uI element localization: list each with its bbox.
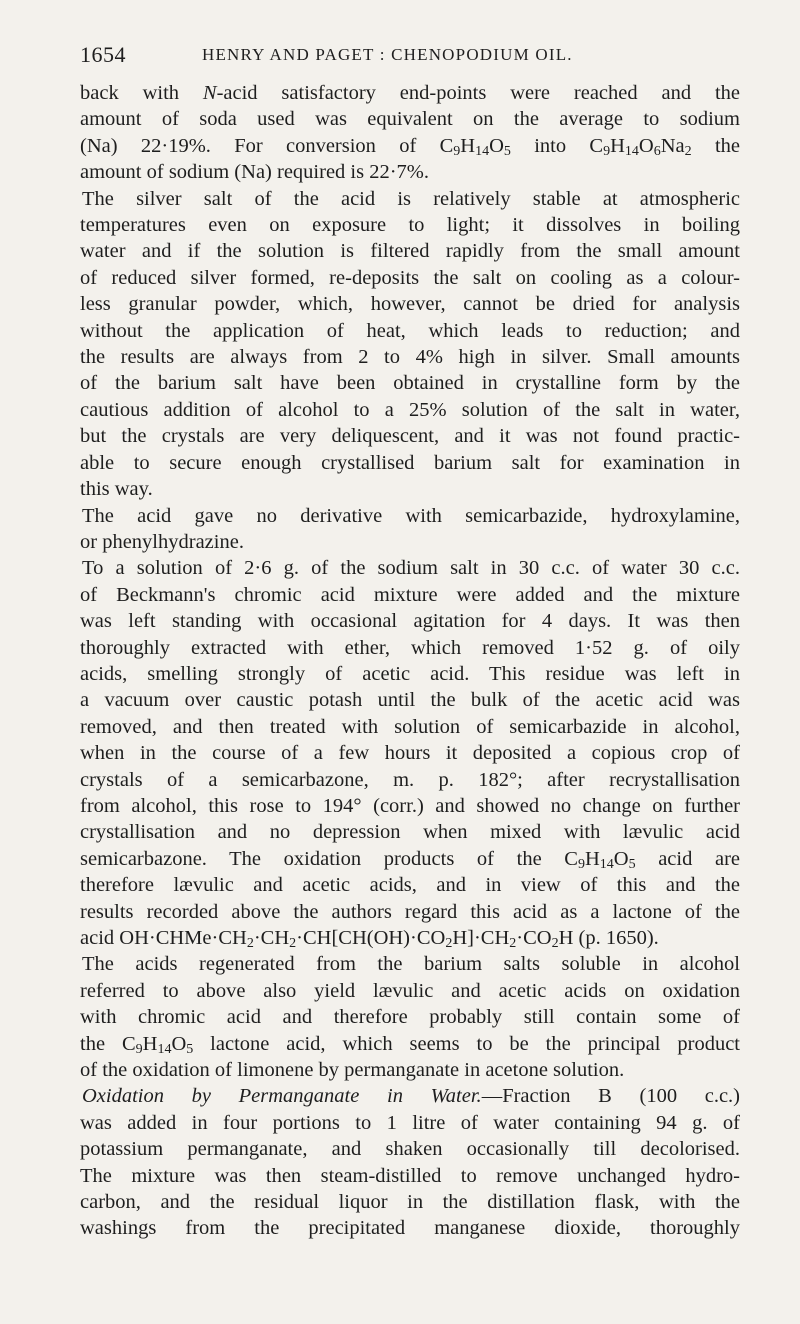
text-line: washings from the precipitated manganese dioxide, thoroughly [80,1217,740,1240]
text-line: referred to above also yield lævulic and acetic acids on oxidation [80,979,740,1002]
text-line: potassium permanganate, and shaken occasionally till decolorised. [80,1138,740,1161]
text-line: of the barium salt have been obtained in crystalline form by the [80,372,740,395]
text-line: therefore lævulic and acetic acids, and in view of this and the [80,874,740,897]
running-title: HENRY AND PAGET : CHENOPODIUM OIL. [202,45,573,64]
text-line: a vacuum over caustic potash until the bulk of the acetic acid was [80,689,740,712]
text-line: results recorded above the authors regard this acid as a lactone of the [80,900,740,923]
text-line: able to secure enough crystallised barium salt for examination in [80,451,740,474]
text-line: less granular powder, which, however, cannot be dried for analysis [80,293,740,316]
text-line: temperatures even on exposure to light; it dissolves in boiling [80,214,740,237]
text-line: of reduced silver formed, re-deposits the salt on cooling as a colour- [80,266,740,289]
text-line: water and if the solution is filtered rapidly from the small amount [80,240,740,263]
text-line: but the crystals are very deliquescent, and it was not found practic- [80,425,740,448]
text-line: (Na) 22·19%. For conversion of $C_9H_{14}O_5$ into $C_9H_{14}O_6Na_2$ the [80,134,740,159]
text-line: The silver salt of the acid is relatively stable at atmospheric [82,187,740,210]
text-line: this way. [80,478,153,501]
text-line: amount of sodium (Na) required is 22·7%. [80,161,429,184]
text-line: acid $OH\cdot CHMe\cdot CH_2\cdot CH_2\cdot CH[CH(OH)\cdot CO_2H]\cdot CH_2\cdot CO_2H$ (p. 1650). [80,927,659,951]
text-line: amount of soda used was equivalent on the average to sodium [80,108,740,131]
text-line: cautious addition of alcohol to a 25% solution of the salt in water, [80,398,740,421]
page-number: 1654 [80,42,126,67]
text-line: crystallisation and no depression when mixed with lævulic acid [80,821,740,844]
text-line: crystals of a semicarbazone, m. p. 182°; after recrystallisation [80,768,740,791]
text-line: the results are always from 2 to 4% high in silver. Small amounts [80,346,740,369]
text-line: or phenylhydrazine. [80,530,244,553]
text-line: was added in four portions to 1 litre of water containing 94 g. of [80,1111,740,1134]
text-line: acids, smelling strongly of acetic acid. This residue was left in [80,662,740,685]
text-line: To a solution of 2·6 g. of the sodium salt in 30 c.c. of water 30 c.c. [82,557,740,580]
text-line: was left standing with occasional agitation for 4 days. It was then [80,610,740,633]
text-line: Oxidation by Permanganate in Water.—Fraction B (100 c.c.) [82,1085,740,1108]
text-line: The mixture was then steam-distilled to remove unchanged hydro- [80,1164,740,1187]
text-line: from alcohol, this rose to 194° (corr.) and showed no change on further [80,794,740,817]
text-line: carbon, and the residual liquor in the distillation flask, with the [80,1191,740,1214]
text-line: with chromic acid and therefore probably still contain some of [80,1006,740,1029]
text-line: The acids regenerated from the barium salts soluble in alcohol [82,953,740,976]
text-line: removed, and then treated with solution of semicarbazide in alcohol, [80,715,740,738]
text-line: thoroughly extracted with ether, which removed 1·52 g. of oily [80,636,740,659]
page-header [80,42,740,68]
text-line: of the oxidation of limonene by permanganate in acetone solution. [80,1059,625,1082]
text-line: The acid gave no derivative with semicarbazide, hydroxylamine, [82,504,740,527]
body-text [80,80,740,1242]
text-line: back with N-acid satisfactory end-points were reached and the [80,82,740,104]
text-line: when in the course of a few hours it deposited a copious crop of [80,742,740,765]
text-line: without the application of heat, which leads to reduction; and [80,319,740,342]
text-line: semicarbazone. The oxidation products of the $C_9H_{14}O_5$ acid are [80,847,740,872]
text-line: the $C_9H_{14}O_5$ lactone acid, which seems to be the principal product [80,1032,740,1057]
text-line: of Beckmann's chromic acid mixture were added and the mixture [80,583,740,606]
